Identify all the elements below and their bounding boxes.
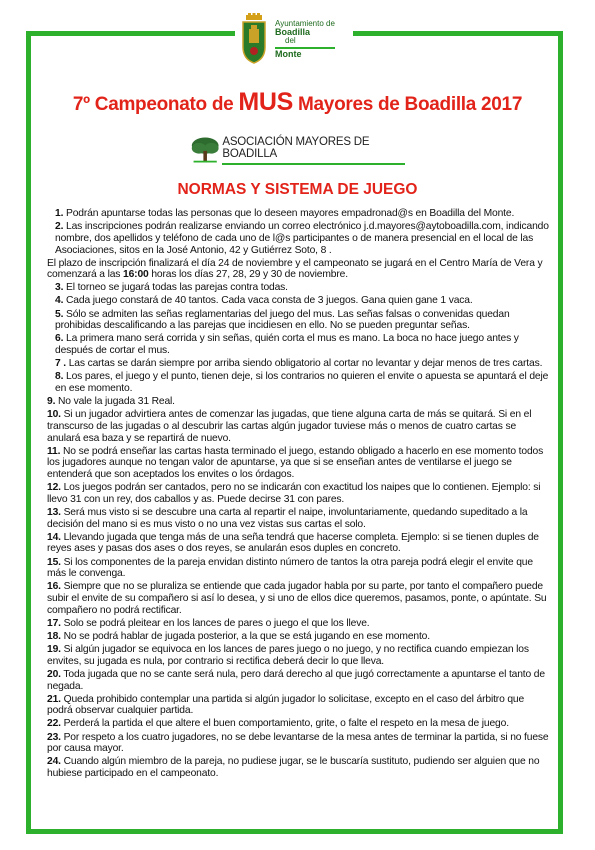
- rule-number: 1.: [55, 208, 64, 219]
- rule-number: 2.: [55, 221, 64, 233]
- rule-text: Toda jugada que no se cante será nula, pero dará derecho al que jugó correctamente a apuntarse el tanto de negada.: [47, 668, 545, 692]
- rule-number: 11.: [47, 445, 61, 457]
- rule-item: [47, 221, 552, 256]
- rule-item: [47, 446, 552, 481]
- rule-item: [47, 507, 552, 530]
- rule-item: [47, 532, 552, 555]
- rule-number: 23.: [47, 731, 61, 743]
- rule-number: 6.: [55, 333, 64, 345]
- page-title: [0, 88, 595, 117]
- association-logo: [190, 133, 405, 165]
- rule-item: [47, 482, 552, 505]
- rule-number: 21.: [47, 693, 61, 705]
- rule-number: 8.: [55, 371, 64, 383]
- municipal-logo: [235, 8, 353, 70]
- title-suffix: Mayores de Boadilla 2017: [293, 94, 523, 115]
- rule-text: Perderá la partida el que altere el buen comportamiento, grite, o falte el respeto en la mesa de juego.: [60, 718, 509, 730]
- rule-text: Las cartas se darán siempre por arriba siendo obligatorio al cortar no levantar y dejar menos de tres cartas.: [66, 358, 543, 370]
- rule-number: 5.: [55, 308, 64, 320]
- rule-text: Si los componentes de la pareja envidan distinto número de tantos la otra pareja podrá elegir el envite que más le convenga.: [47, 556, 533, 580]
- rule-text: El plazo de inscripción finalizará el día 24 de noviembre y el campeonato se jugará en el Centro María de Vera y comenzará a las: [47, 257, 543, 281]
- rule-number: 18.: [47, 630, 61, 642]
- association-name: ASOCIACIÓN MAYORES DE BOADILLA: [222, 136, 405, 165]
- rule-text: No vale la jugada 31 Real.: [55, 396, 175, 408]
- rule-number: 17.: [47, 617, 61, 629]
- rule-item: [47, 258, 552, 281]
- rule-number: 24.: [47, 756, 61, 768]
- logo-line-4: Monte: [275, 47, 335, 59]
- rule-item: [47, 581, 552, 616]
- rule-number: 14.: [47, 531, 61, 543]
- rule-number: 19.: [47, 644, 61, 656]
- rule-text: Solo se podrá pleitear en los lances de pares o juego el que los lleve.: [60, 617, 370, 629]
- rule-text: Si un jugador advirtiera antes de comenzar las jugadas, que tiene alguna carta de más se quitará. Si en el transcurso de las jugadas o al descubrir las cartas algún jugador tuviese más o menos de cuatro cartas se anulará esa baza y se repartirá de nuevo.: [47, 409, 532, 444]
- rule-item: [47, 732, 552, 755]
- rule-text: Siempre que no se pluraliza se entiende que cada jugador habla por su parte, por tanto el compañero puede subir el envite de su compañero si así lo desea, y si uno de ellos dice queremos, pasamos, ponte, o apúntate. Su compañero no podrá rectificar.: [47, 581, 547, 616]
- rule-item: [47, 295, 552, 307]
- rule-item: [47, 409, 552, 444]
- logo-line-2: Boadilla: [275, 26, 311, 37]
- rule-text: Por respeto a los cuatro jugadores, no se debe levantarse de la mesa antes de terminar la partida, si no fuese por causa mayor.: [47, 731, 549, 755]
- rule-item: [47, 309, 552, 332]
- rule-text: La primera mano será corrida y sin señas, quién corta el mus es mano. La boca no hace juego antes y después de cortar el mus.: [55, 333, 519, 357]
- logo-line-3: del: [285, 35, 296, 45]
- rule-text: Sólo se admiten las señas reglamentarias del juego del mus. Las señas falsas o convenidas quedan prohibidas descalificando a las parejas que incidiesen en ello. No se pueden preguntar señas.: [55, 308, 510, 332]
- rule-item: [47, 396, 552, 408]
- rule-text: No se podrá enseñar las cartas hasta terminado el juego, estando obligado a hacerlo en ese momento todos los jugadores aunque no tengan valor de apuntarse, ya que si se enseñan antes de ventilarse el juego se entenderá que son aceptados los envites o los órdagos.: [47, 445, 544, 481]
- rule-item: [47, 371, 552, 394]
- rule-item: [47, 557, 552, 580]
- rule-item: [47, 208, 552, 220]
- rule-item: [47, 631, 552, 643]
- rule-number: 13.: [47, 506, 61, 518]
- rule-text: Cada juego constará de 40 tantos. Cada vaca consta de 3 juegos. Gana quien gane 1 vaca.: [63, 295, 473, 307]
- rule-item: [47, 756, 552, 779]
- rule-item: [47, 694, 552, 717]
- rule-text: Llevando jugada que tenga más de una seña tendrá que hacerse completa. Ejemplo: si se tienen duples de reyes ases y pasas dos ases o dos reyes, se anularán esos duples en concreto.: [47, 531, 539, 555]
- rule-number: 16.: [47, 581, 61, 593]
- tree-icon: [190, 135, 220, 165]
- rule-number: 3.: [55, 282, 64, 294]
- logo-line-1: Ayuntamiento de: [275, 18, 335, 28]
- rule-text: Las inscripciones podrán realizarse enviando un correo electrónico j.d.mayores@aytoboadilla.com, indicando nombre, dos apellidos y teléfono de cada uno de l@s participantes o de manera presencial en el local de las Asociaciones, sitos en la José Antonio, 42 y Gutiérrez Soto, 8 .: [55, 221, 549, 256]
- rule-number: 9.: [47, 396, 56, 408]
- title-prefix: 7º Campeonato de: [72, 94, 239, 115]
- coat-of-arms-icon: [239, 13, 269, 65]
- rule-text: Cuando algún miembro de la pareja, no pudiese jugar, se le buscaría sustituto, pudiendo ser alguien que no hubiese participado en el campeonato.: [47, 756, 540, 780]
- rule-number: 22.: [47, 718, 61, 730]
- rule-text-continued: horas los días 27, 28, 29 y 30 de noviembre.: [148, 269, 348, 281]
- rule-number: 12.: [47, 482, 61, 494]
- rule-number: 4.: [55, 295, 64, 307]
- rule-time: 16:00: [123, 269, 149, 281]
- rule-text: Será mus visto si se descubre una carta al repartir el naipe, involuntariamente, quedando supeditado a la decisión del mano si es mus visto o no una vez vistas sus cartas el solo.: [47, 506, 528, 530]
- rule-text: El torneo se jugará todas las parejas contra todas.: [63, 282, 288, 294]
- rule-number: 20.: [47, 668, 61, 680]
- rules-list: [47, 208, 552, 781]
- rule-number: 15.: [47, 556, 61, 568]
- rule-text: Si algún jugador se equivoca en los lances de pares juego o no juego, y no rectifica cuando empiezan los envites, su jugada es nula, por contrario si rectifica deberá decir lo que lleva.: [47, 644, 529, 667]
- rule-text: Los juegos podrán ser cantados, pero no se indicarán con exactitud los naipes que lo contienen. Ejemplo: si llevo 31 con un rey, dos caballos y as. Puede decirse 31 con pares.: [47, 482, 541, 505]
- rule-item: [47, 718, 552, 730]
- rule-item: [47, 358, 552, 370]
- rule-number: 7 .: [55, 358, 66, 370]
- rule-item: [47, 282, 552, 294]
- section-heading: NORMAS Y SISTEMA DE JUEGO: [177, 181, 418, 198]
- rule-number: 10.: [47, 409, 61, 421]
- rule-text: No se podrá hablar de jugada posterior, a la que se está jugando en ese momento.: [60, 630, 430, 642]
- rule-item: [47, 618, 552, 630]
- rule-item: [47, 333, 552, 356]
- rule-text: Los pares, el juego y el punto, tienen deje, si los contrarios no quieren el envite o apuesta se apuntará el deje en ese momento.: [55, 371, 549, 394]
- title-highlight: MUS: [238, 88, 294, 116]
- rule-item: [47, 669, 552, 692]
- rule-text: Queda prohibido contemplar una partida si algún jugador lo solicitase, excepto en el caso del árbitro que podrá observar cualquier partida.: [47, 693, 525, 717]
- rule-text: Podrán apuntarse todas las personas que lo deseen mayores empadronad@s en Boadilla del Monte.: [63, 208, 515, 219]
- rule-item: [47, 644, 552, 667]
